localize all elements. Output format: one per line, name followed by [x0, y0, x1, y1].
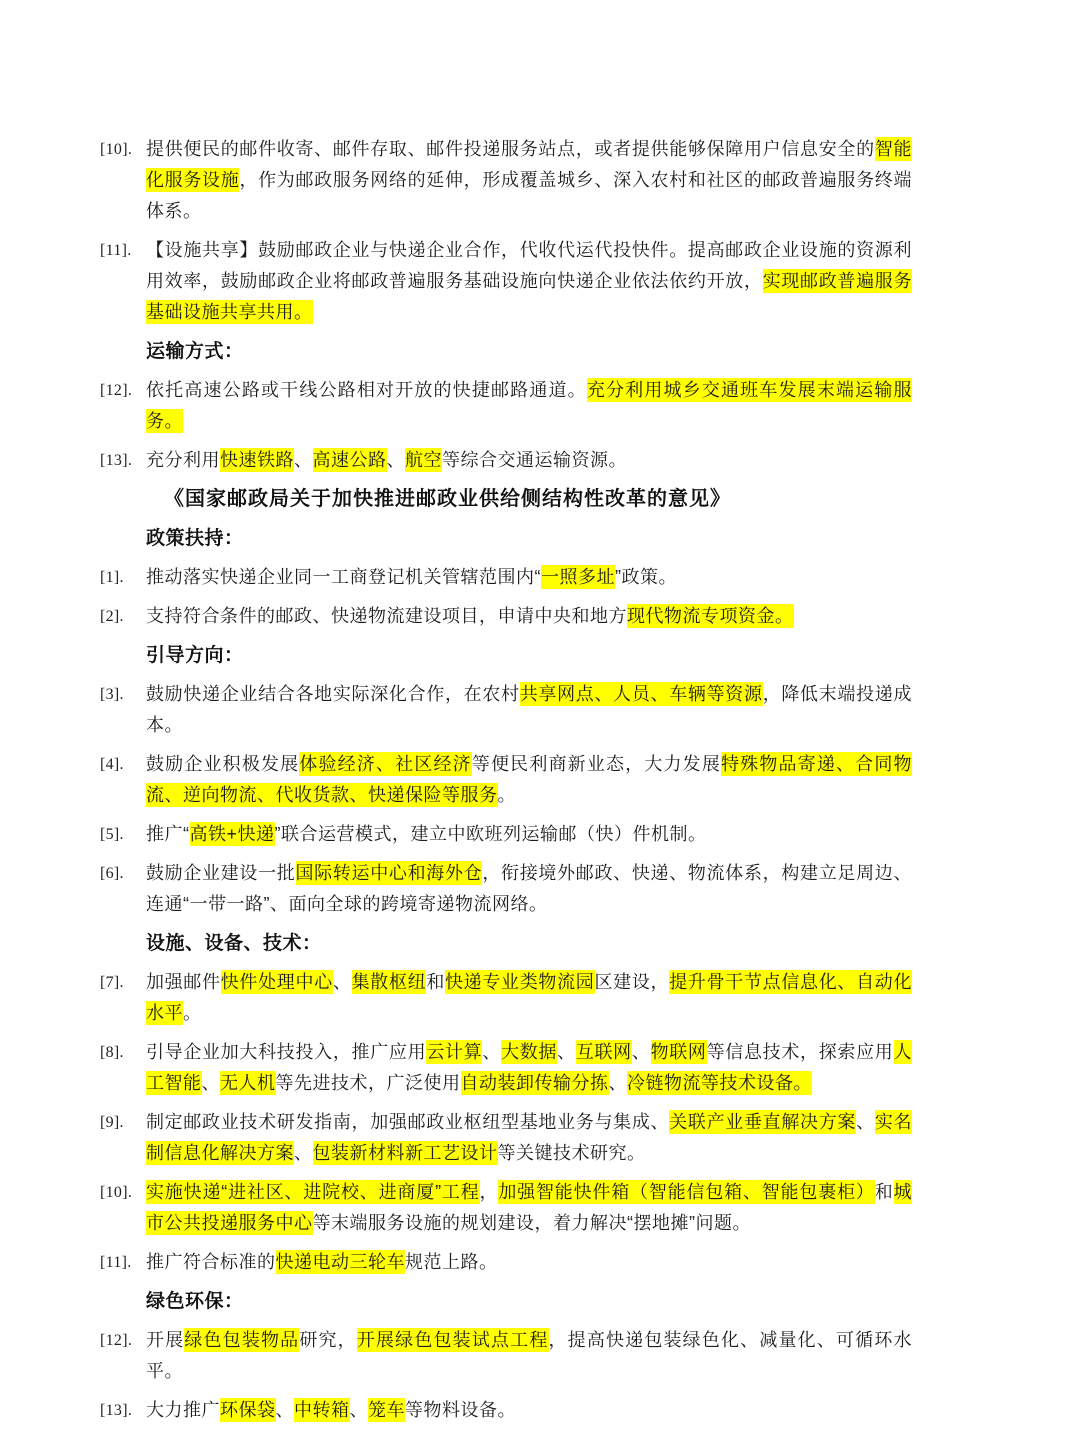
highlight: 关联产业垂直解决方案	[669, 1112, 857, 1132]
highlight: 冷链物流等技术设备。	[627, 1073, 812, 1093]
item-text	[146, 819, 912, 850]
highlight: 人工智能	[146, 1042, 912, 1093]
text-run: 加强邮件	[146, 972, 221, 992]
text-run: 和	[874, 1182, 894, 1202]
text-run: 、	[856, 1112, 875, 1132]
item-text	[146, 967, 912, 1029]
section-heading: 政策扶持：	[146, 528, 244, 549]
text-run: 【设施共享】鼓励邮政企业与快递企业合作，代收代运代投快件。提高邮政企业设施的资源利用效率，鼓励邮政企业将邮政普遍服务基础设施向快递企业依法依约开放，	[146, 240, 912, 291]
text-run: ，衔接境外邮政、快递、物流体系，构建立足周边、连通“一带一路”、面向全球的跨境寄递物流网络。	[146, 863, 912, 914]
item-number: [4].	[100, 756, 124, 773]
item-text	[146, 562, 912, 593]
item-text	[146, 1177, 912, 1239]
list-item	[100, 967, 912, 1029]
highlight: 集散枢纽	[351, 972, 427, 992]
text-run: 、	[332, 972, 352, 992]
highlight: 快递专业类物流园	[445, 972, 595, 992]
item-text	[146, 1107, 912, 1169]
text-run: 、	[201, 1073, 220, 1093]
text-run: 鼓励企业建设一批	[146, 863, 296, 883]
highlight: 充分利用城乡交通班车发展末端运输服务。	[146, 380, 913, 431]
item-number: [11].	[100, 1254, 132, 1271]
text-run: 、	[294, 1143, 313, 1163]
item-number: [7].	[100, 974, 124, 991]
item-text	[146, 375, 912, 437]
highlight: 中转箱	[294, 1400, 350, 1420]
text-run: 、	[608, 1073, 627, 1093]
item-number: [10].	[100, 1184, 133, 1201]
text-run: 、	[275, 1400, 294, 1420]
item-number: [13].	[100, 1402, 133, 1419]
highlight: 特殊物品寄递、合同物流、逆向物流、代收货款、快递保险等服务	[146, 754, 913, 805]
list-item	[100, 679, 912, 741]
highlight: 开展绿色包装试点工程	[356, 1330, 549, 1350]
list-item	[100, 1177, 912, 1239]
highlight: 快速铁路	[220, 450, 294, 470]
item-text	[146, 1037, 912, 1099]
text-run: 等末端服务设施的规划建设，着力解决“摆地摊”问题。	[312, 1213, 751, 1233]
highlight: 云计算	[426, 1042, 483, 1062]
highlight: 智能化服务设施	[146, 139, 912, 190]
text-run: 等先进技术，广泛使用	[275, 1073, 461, 1093]
item-text	[146, 445, 912, 476]
text-run: 、	[557, 1042, 576, 1062]
text-run: ，降低末端投递成本。	[146, 684, 912, 735]
text-run: ”联合运营模式，建立中欧班列运输邮（快）件机制。	[274, 824, 707, 844]
list-item	[100, 235, 912, 328]
text-run: 、	[482, 1042, 502, 1062]
text-run: 鼓励快递企业结合各地实际深化合作，在农村	[146, 684, 520, 704]
text-run: 推广符合标准的	[146, 1252, 276, 1272]
item-text	[146, 858, 912, 920]
text-run: ，作为邮政服务网络的延伸，形成覆盖城乡、深入农村和社区的邮政普遍服务终端体系。	[146, 170, 912, 221]
text-run: 开展	[146, 1330, 185, 1350]
text-run: 规范上路。	[405, 1252, 498, 1272]
section-heading: 绿色环保：	[146, 1291, 244, 1312]
list-item	[100, 749, 912, 811]
doc-title: 《国家邮政局关于加快推进邮政业供给侧结构性改革的意见》	[164, 488, 731, 510]
text-run: 等便民利商新业态，大力发展	[471, 754, 722, 774]
list-item	[100, 819, 912, 850]
text-run: 、	[294, 450, 313, 470]
section-heading: 运输方式：	[146, 341, 244, 362]
item-number: [12].	[100, 382, 133, 399]
highlight: 航空	[405, 450, 442, 470]
highlight: 物联网	[650, 1042, 707, 1062]
highlight: 国际转运中心和海外仓	[295, 863, 483, 883]
text-run: 鼓励企业积极发展	[146, 754, 300, 774]
item-number: [5].	[100, 826, 124, 843]
item-text	[146, 134, 912, 227]
text-run: 研究，	[299, 1330, 357, 1350]
text-run: 等信息技术，探索应用	[706, 1042, 894, 1062]
text-run: 、	[386, 450, 405, 470]
document-body	[100, 134, 912, 1434]
item-number: [9].	[100, 1114, 124, 1131]
item-number: [8].	[100, 1044, 124, 1061]
item-text	[146, 1325, 912, 1387]
highlight: 互联网	[575, 1042, 632, 1062]
text-run: 、	[631, 1042, 651, 1062]
text-run: 支持符合条件的邮政、快递物流建设项目，申请中央和地方	[146, 606, 627, 626]
text-run: 等物料设备。	[405, 1400, 516, 1420]
highlight: 共享网点、人员、车辆等资源	[519, 684, 763, 704]
list-item	[100, 562, 912, 593]
text-run: 提供便民的邮件收寄、邮件存取、邮件投递服务站点，或者提供能够保障用户信息安全的	[146, 139, 875, 159]
text-run: 等综合交通运输资源。	[442, 450, 627, 470]
list-item	[100, 134, 912, 227]
list-item	[100, 375, 912, 437]
highlight: 实施快递“进社区、进院校、进商厦”工程	[146, 1182, 480, 1202]
list-item	[100, 1325, 912, 1387]
text-run: 推动落实快递企业同一工商登记机关管辖范围内“	[146, 567, 541, 587]
highlight: 实现邮政普遍服务基础设施共享共用。	[146, 271, 912, 322]
text-run: 和	[426, 972, 445, 992]
text-run: 引导企业加大科技投入，推广应用	[146, 1042, 427, 1062]
text-run: 推广“	[146, 824, 190, 844]
item-text	[146, 679, 912, 741]
text-run: 大力推广	[146, 1400, 220, 1420]
item-text	[146, 235, 912, 328]
highlight: 无人机	[220, 1073, 276, 1093]
item-text	[146, 1247, 912, 1278]
list-item	[100, 1395, 912, 1426]
text-run: 等关键技术研究。	[497, 1143, 646, 1163]
highlight: 现代物流专项资金。	[627, 606, 794, 626]
highlight: 自动装卸传输分拣	[460, 1073, 609, 1093]
text-run: ”政策。	[615, 567, 677, 587]
text-run: 区建设，	[594, 972, 670, 992]
highlight: 环保袋	[220, 1400, 276, 1420]
item-number: [13].	[100, 452, 133, 469]
highlight: 包装新材料新工艺设计	[312, 1143, 498, 1163]
highlight: 快件处理中心	[220, 972, 333, 992]
highlight: 快递电动三轮车	[275, 1252, 405, 1272]
item-number: [11].	[100, 242, 132, 259]
text-run: 。	[183, 1003, 202, 1023]
section-heading: 引导方向：	[146, 645, 244, 666]
list-item	[100, 445, 912, 476]
highlight: 体验经济、社区经济	[299, 754, 472, 774]
item-number: [6].	[100, 865, 124, 882]
section-heading: 设施、设备、技术：	[146, 933, 322, 954]
list-item	[100, 858, 912, 920]
item-number: [10].	[100, 141, 133, 158]
highlight: 加强智能快件箱（智能信包箱、智能包裹柜）	[498, 1182, 875, 1202]
item-text	[146, 749, 912, 811]
highlight: 笼车	[368, 1400, 405, 1420]
highlight: 高速公路	[312, 450, 387, 470]
text-run: ，	[479, 1182, 499, 1202]
list-item	[100, 1037, 912, 1099]
text-run: 、	[349, 1400, 368, 1420]
highlight: 绿色包装物品	[184, 1330, 300, 1350]
item-text	[146, 601, 912, 632]
highlight: 城市公共投递服务中心	[146, 1182, 913, 1233]
item-number: [12].	[100, 1332, 133, 1349]
text-run: 充分利用	[146, 450, 220, 470]
item-text	[146, 1395, 912, 1426]
highlight: 实名制信息化解决方案	[146, 1112, 912, 1163]
highlight: 高铁+快递	[189, 824, 275, 844]
item-number: [3].	[100, 686, 124, 703]
highlight: 一照多址	[541, 567, 615, 587]
list-item	[100, 601, 912, 632]
text-run: 。	[497, 785, 516, 805]
item-number: [1].	[100, 569, 124, 586]
text-run: ，提高快递包装绿色化、减量化、可循环水平。	[146, 1330, 913, 1381]
text-run: 制定邮政业技术研发指南，加强邮政业枢纽型基地业务与集成、	[146, 1112, 670, 1132]
list-item	[100, 1107, 912, 1169]
highlight: 提升骨干节点信息化、自动化水平	[146, 972, 912, 1023]
item-number: [2].	[100, 608, 124, 625]
text-run: 依托高速公路或干线公路相对开放的快捷邮路通道。	[146, 380, 587, 400]
list-item	[100, 1247, 912, 1278]
highlight: 大数据	[501, 1042, 558, 1062]
